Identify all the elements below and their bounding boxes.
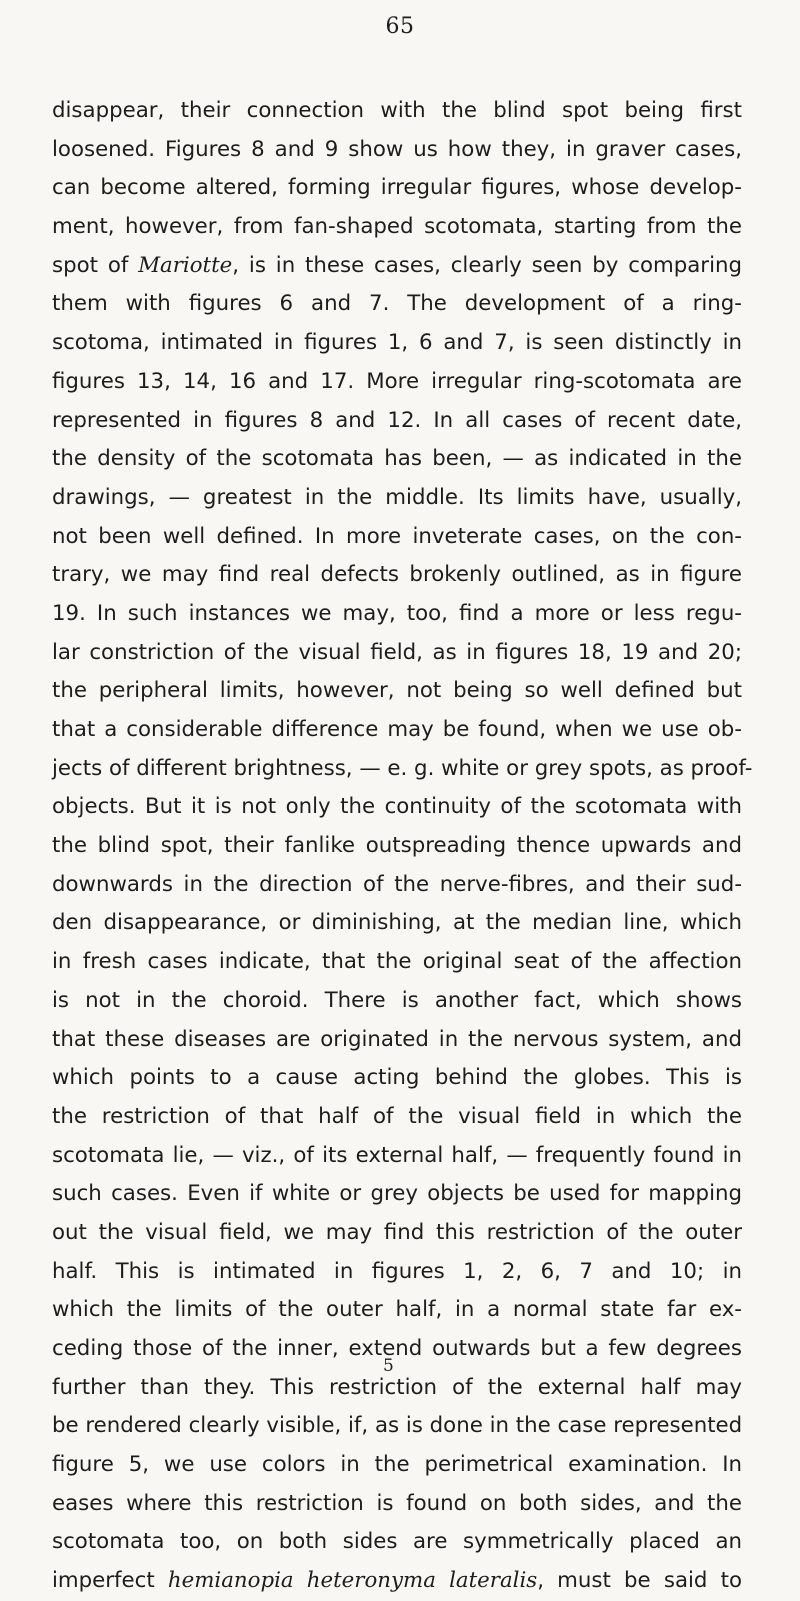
text-line: which the limits of the outer half, in a normal state far ex- (52, 1297, 742, 1323)
text-line: can become altered, forming irregular figures, whose develop- (52, 175, 742, 201)
signature-mark: 5 (383, 1356, 394, 1376)
text-line: represented in figures 8 and 12. In all cases of recent date, (52, 407, 742, 433)
text-line: the peripheral limits, however, not being so well defined but (52, 678, 742, 704)
text-line (52, 247, 742, 286)
text-line: downwards in the direction of the nerve-fibres, and their sud- (52, 871, 742, 897)
text-line: be rendered clearly visible, if, as is done in the case represented (52, 1413, 743, 1439)
text-segment: imperfect (52, 1568, 168, 1594)
text-line: figures 13, 14, 16 and 17. More irregular ring-scotomata are (52, 368, 742, 394)
text-line: such cases. Even if white or grey objects be used for mapping (52, 1181, 742, 1207)
text-line: that these diseases are originated in the nervous system, and (52, 1026, 742, 1052)
text-line (52, 1562, 742, 1601)
text-line: half. This is intimated in figures 1, 2, 6, 7 and 10; in (52, 1258, 742, 1284)
text-line: loosened. Figures 8 and 9 show us how they, in graver cases, (52, 136, 742, 162)
text-line: scotomata lie, — viz., of its external half, — frequently found in (52, 1142, 742, 1168)
text-line: them with figures 6 and 7. The development of a ring- (52, 291, 742, 317)
text-line: trary, we may find real defects brokenly outlined, as in figure (52, 562, 742, 588)
text-segment: spot of (52, 252, 139, 278)
text-segment: , must be said to (537, 1568, 742, 1594)
text-line: that a considerable difference may be found, when we use ob- (52, 717, 742, 742)
text-line: the restriction of that half of the visual field in which the (52, 1103, 742, 1129)
text-line: lar constriction of the visual field, as in figures 18, 19 and 20; (52, 639, 742, 665)
text-line: drawings, — greatest in the middle. Its limits have, usually, (52, 484, 742, 510)
text-line: scotomata too, on both sides are symmetrically placed an (52, 1529, 742, 1555)
text-line: objects. But it is not only the continuity of the scotomata with (52, 794, 742, 820)
text-line: not been well defined. In more inveterate cases, on the con- (52, 523, 742, 549)
text-line: jects of different brightness, — e. g. white or grey spots, as proof- (52, 755, 753, 781)
text-line: den disappearance, or diminishing, at the median line, which (52, 910, 742, 936)
text-segment: , is in these cases, clearly seen by comparing (232, 252, 743, 278)
body-text (52, 92, 753, 1601)
text-line: figure 5, we use colors in the perimetrical examination. In (52, 1452, 742, 1478)
italic-term: hemianopia heteronyma lateralis (167, 1568, 538, 1594)
text-segment: ment, however, from fan-shaped scotomata, starting from the (52, 214, 742, 240)
text-line: further than they. This restriction of the external half may (52, 1374, 742, 1400)
text-line (52, 208, 742, 247)
italic-term: Mariotte (138, 252, 233, 278)
text-line: 19. In such instances we may, too, find a more or less regu- (52, 600, 742, 626)
page-number: 65 (385, 14, 415, 39)
text-line: ceding those of the inner, extend outwards but a few degrees (52, 1336, 742, 1361)
text-line: eases where this restriction is found on both sides, and the (52, 1490, 742, 1516)
text-line: in fresh cases indicate, that the original seat of the affection (52, 949, 742, 975)
text-line: the blind spot, their fanlike outspreading thence upwards and (52, 833, 742, 859)
text-line: the density of the scotomata has been, — as indicated in the (52, 446, 742, 472)
text-line: out the visual field, we may find this restriction of the outer (52, 1219, 742, 1245)
text-line: which points to a cause acting behind the globes. This is (52, 1065, 742, 1091)
text-line: scotoma, intimated in figures 1, 6 and 7, is seen distinctly in (52, 330, 742, 356)
text-line: disappear, their connection with the blind spot being first (52, 98, 742, 123)
text-line: is not in the choroid. There is another fact, which shows (52, 987, 742, 1013)
